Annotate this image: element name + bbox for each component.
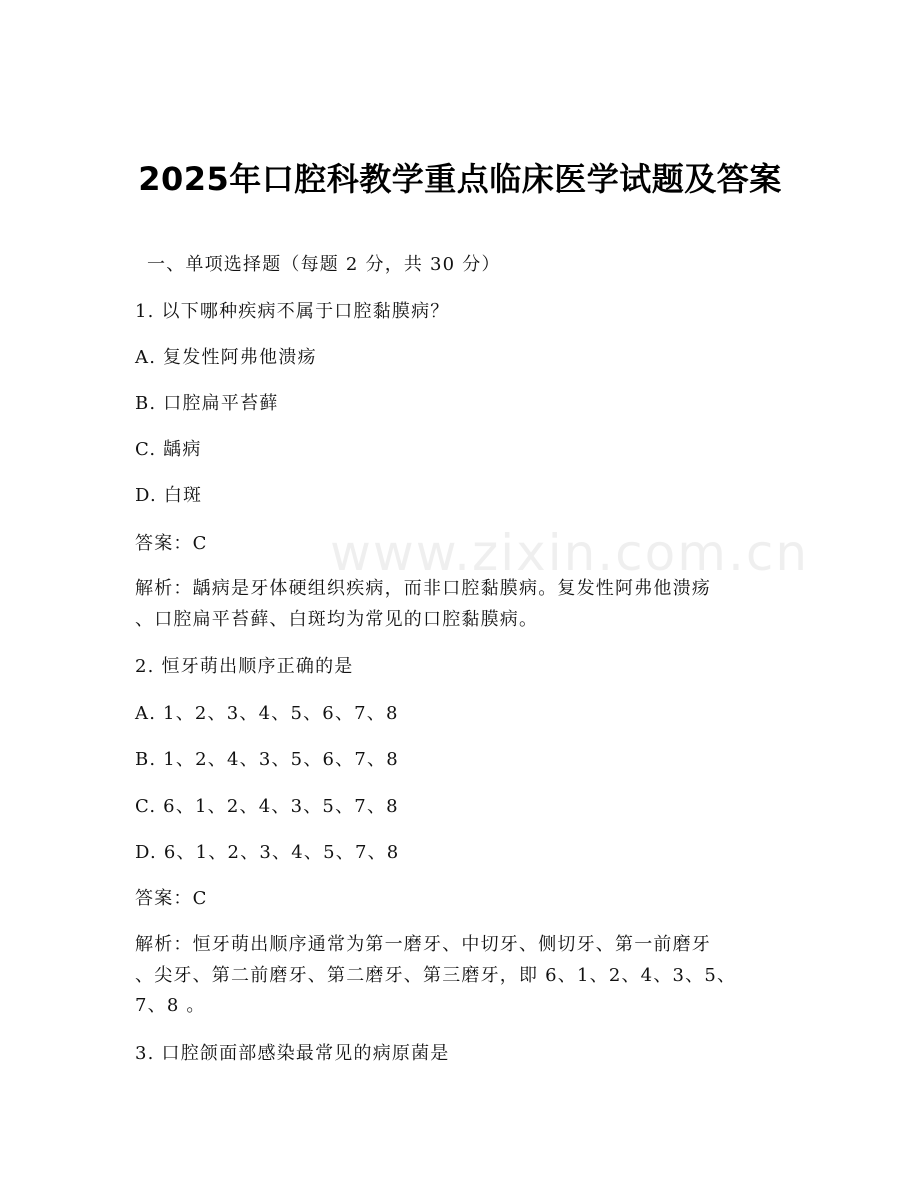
analysis-line: 、尖牙、第二前磨牙、第二磨牙、第三磨牙，即 6、1、2、4、3、5、 <box>135 964 737 986</box>
watermark-text: www.zixin.com.cn <box>330 524 810 582</box>
question-stem: 3. 口腔颌面部感染最常见的病原菌是 <box>135 1043 450 1064</box>
analysis-line: 解析：龋病是牙体硬组织疾病，而非口腔黏膜病。复发性阿弗他溃疡 <box>135 578 711 599</box>
option-a: A. 复发性阿弗他溃疡 <box>135 347 317 368</box>
option-b: B. 口腔扁平苔藓 <box>135 393 279 414</box>
section-heading: 一、单项选择题（每题 2 分，共 30 分） <box>147 254 501 275</box>
analysis-paragraph <box>135 574 795 635</box>
question-stem: 1. 以下哪种疾病不属于口腔黏膜病？ <box>135 301 450 322</box>
analysis-line: 、口腔扁平苔藓、白斑均为常见的口腔黏膜病。 <box>135 608 539 630</box>
option-c: C. 6、1、2、4、3、5、7、8 <box>135 796 399 817</box>
question-stem: 2. 恒牙萌出顺序正确的是 <box>135 656 354 677</box>
option-a: A. 1、2、3、4、5、6、7、8 <box>135 703 399 724</box>
answer-line: 答案：C <box>135 533 208 554</box>
document-title: 2025年口腔科教学重点临床医学试题及答案 <box>138 160 782 198</box>
option-d: D. 6、1、2、3、4、5、7、8 <box>135 842 400 863</box>
answer-line: 答案：C <box>135 888 208 909</box>
option-c: C. 龋病 <box>135 439 202 460</box>
option-d: D. 白斑 <box>135 485 203 506</box>
analysis-paragraph <box>135 930 795 1022</box>
option-b: B. 1、2、4、3、5、6、7、8 <box>135 749 399 770</box>
analysis-line: 解析：恒牙萌出顺序通常为第一磨牙、中切牙、侧切牙、第一前磨牙 <box>135 934 711 955</box>
analysis-line: 7、8 。 <box>135 995 206 1016</box>
